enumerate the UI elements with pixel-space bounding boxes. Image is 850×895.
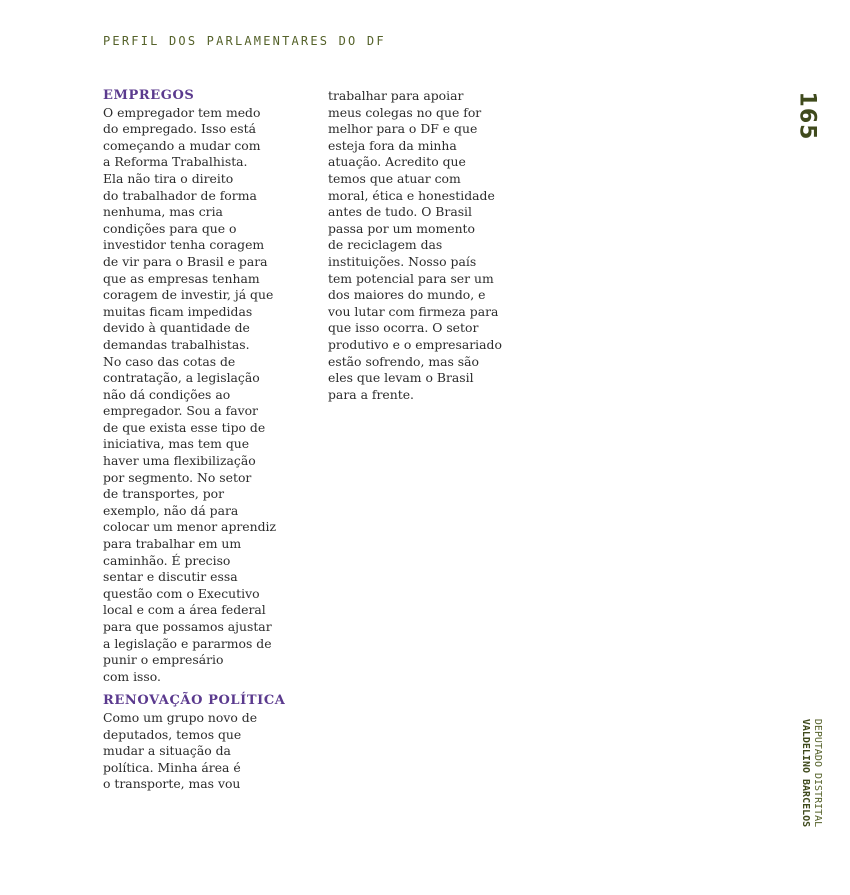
text-line: passa por um momento	[328, 220, 475, 236]
section-heading-renovacao: RENOVAÇÃO POLÍTICA	[103, 693, 286, 709]
text-line: coragem de investir, já que	[103, 287, 274, 303]
text-line: caminhão. É preciso	[103, 552, 231, 568]
text-line: de vir para o Brasil e para	[103, 253, 268, 269]
text-line: antes de tudo. O Brasil	[328, 204, 472, 220]
text-line: temos que atuar com	[328, 170, 461, 186]
side-caption-role: DEPUTADO DISTRITAL	[812, 718, 823, 828]
page-number	[796, 88, 818, 144]
text-line: local e com a área federal	[103, 602, 266, 618]
text-line: vou lutar com firmeza para	[328, 303, 499, 319]
text-line: com isso.	[103, 668, 161, 684]
text-line: devido à quantidade de	[103, 320, 250, 336]
text-line: investidor tenha coragem	[103, 237, 265, 253]
text-line: de transportes, por	[103, 486, 225, 502]
text-line: produtivo e o empresariado	[328, 336, 502, 352]
running-head: PERFIL DOS PARLAMENTARES DO DF	[103, 34, 386, 48]
left-column	[103, 88, 318, 793]
text-line: nenhuma, mas cria	[103, 204, 223, 220]
empregos-body	[103, 105, 318, 686]
text-line: meus colegas no que for	[328, 104, 482, 120]
text-line: começando a mudar com	[103, 137, 261, 153]
section-heading-empregos: EMPREGOS	[103, 88, 195, 103]
text-line: empregador. Sou a favor	[103, 403, 258, 419]
text-line: moral, ética e honestidade	[328, 187, 495, 203]
text-line: do empregado. Isso está	[103, 121, 257, 137]
text-line: para trabalhar em um	[103, 536, 242, 552]
text-line: O empregador tem medo	[103, 104, 261, 120]
text-line: deputados, temos que	[103, 726, 242, 742]
renovacao-body-left	[103, 710, 318, 793]
right-column	[328, 88, 543, 403]
text-line: muitas ficam impedidas	[103, 303, 253, 319]
text-line: política. Minha área é	[103, 759, 241, 775]
text-line: Como um grupo novo de	[103, 709, 258, 725]
text-line: que isso ocorra. O setor	[328, 320, 479, 336]
text-line: contratação, a legislação	[103, 370, 260, 386]
text-line: do trabalhador de forma	[103, 187, 257, 203]
renovacao-body-right	[328, 88, 543, 403]
text-line: melhor para o DF e que	[328, 121, 478, 137]
text-line: de reciclagem das	[328, 237, 443, 253]
text-line: exemplo, não dá para	[103, 502, 239, 518]
text-line: de que exista esse tipo de	[103, 419, 266, 435]
text-line: iniciativa, mas tem que	[103, 436, 250, 452]
text-line: trabalhar para apoiar	[328, 88, 464, 103]
text-line: eles que levam o Brasil	[328, 370, 474, 386]
side-caption-inner	[799, 719, 823, 827]
side-caption-name: VALDELINO BARCELOS	[800, 718, 811, 828]
text-line: Ela não tira o direito	[103, 170, 234, 186]
text-line: para que possamos ajustar	[103, 619, 272, 634]
text-line: que as empresas tenham	[103, 270, 260, 286]
text-line: esteja fora da minha	[328, 137, 457, 153]
text-line: No caso das cotas de	[103, 353, 236, 369]
text-line: para a frente.	[328, 386, 414, 402]
text-line: questão com o Executivo	[103, 585, 260, 601]
text-line: tem potencial para ser um	[328, 270, 494, 286]
text-line: haver uma flexibilização	[103, 453, 256, 469]
text-line: condições para que o	[103, 220, 237, 236]
text-line: estão sofrendo, mas são	[328, 353, 480, 369]
text-line: o transporte, mas vou	[103, 776, 241, 792]
text-line: colocar um menor aprendiz	[103, 519, 277, 535]
side-caption	[798, 714, 824, 832]
text-line: punir o empresário	[103, 652, 224, 668]
text-line: a Reforma Trabalhista.	[103, 154, 248, 170]
text-line: instituições. Nosso país	[328, 253, 477, 269]
text-line: dos maiores do mundo, e	[328, 287, 486, 303]
text-line: não dá condições ao	[103, 386, 231, 402]
text-line: atuação. Acredito que	[328, 154, 466, 170]
text-line: a legislação e pararmos de	[103, 635, 272, 651]
text-line: mudar a situação da	[103, 743, 231, 759]
text-line: por segmento. No setor	[103, 469, 252, 485]
text-line: demandas trabalhistas.	[103, 336, 250, 352]
text-line: sentar e discutir essa	[103, 569, 238, 585]
page-number-text: 165	[794, 91, 820, 141]
